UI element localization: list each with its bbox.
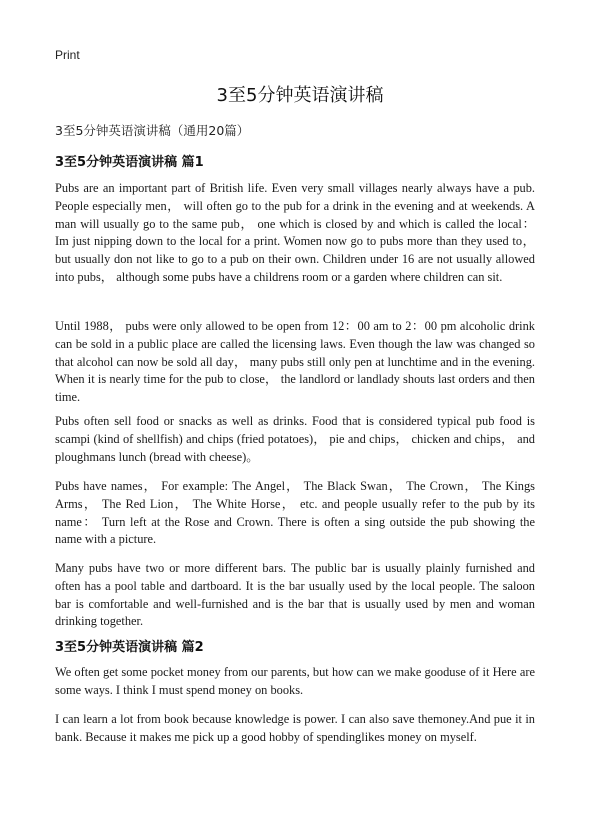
section-heading-1: 3至5分钟英语演讲稿 篇1 — [55, 155, 204, 170]
section-heading-2: 3至5分钟英语演讲稿 篇2 — [55, 640, 204, 655]
paragraph-pub-bars: Many pubs have two or more different bars. The public bar is usually plainly furnished and often has a pool table and dartboard. It is the bar usually used by the local people. The saloon bar is comfortable and well-furnished and is the bar that is usually used by men and woman drinking together. — [55, 561, 535, 629]
paragraph-licensing-laws: Until 1988， pubs were only allowed to be open from 12：00 am to 2：00 pm alcoholic drink can be sold in a public place are called the licensing laws. Even though the law was changed so that alcohol can now be sold all day， many pubs still only pen at lunchtime and in the evening. When it is nearly time for the pub to close， the landlord or landlady shouts last orders and then time. — [55, 319, 535, 405]
paragraph-pub-names: Pubs have names， For example: The Angel， The Black Swan， The Crown， The Kings Arms， The Red Lion， The White Horse， etc. and people usually refer to the pub by its name： Turn left at the Rose and Crown. There is often a sing outside the pub showing the name with a picture. — [55, 479, 535, 547]
print-link[interactable]: Print — [55, 48, 80, 62]
document-title: 3至5分钟英语演讲稿 — [216, 85, 384, 106]
paragraph-pub-food: Pubs often sell food or snacks as well as drinks. Food that is considered typical pub food is scampi (kind of shellfish) and chips (fried potatoes)， pie and chips， chicken and chips， and ploughmans lunch (bread with cheese)。 — [55, 414, 535, 464]
paragraph-pocket-money: We often get some pocket money from our parents, but how can we make gooduse of it Here are some ways. I think I must spend money on books. — [55, 665, 535, 697]
paragraph-pubs-british-life: Pubs are an important part of British life. Even very small villages nearly always have a pub. People especially men， will often go to the pub for a drink in the evening and at weekends. A man will usually go to the same pub， one which is closed by and which is called the local： Im just nipping down to the local for a print. Women now go to pubs more than they used to， but usually don not like to go to a pub on their own. Children under 16 are not usually allowed into pubs， although some pubs have a childrens room or a garden where children can sit. — [55, 181, 535, 284]
document-subtitle: 3至5分钟英语演讲稿（通用20篇） — [55, 123, 250, 138]
paragraph-save-money: I can learn a lot from book because knowledge is power. I can also save themoney.And pue it in bank. Because it makes me pick up a good hobby of spendinglikes money on myself. — [55, 712, 535, 744]
